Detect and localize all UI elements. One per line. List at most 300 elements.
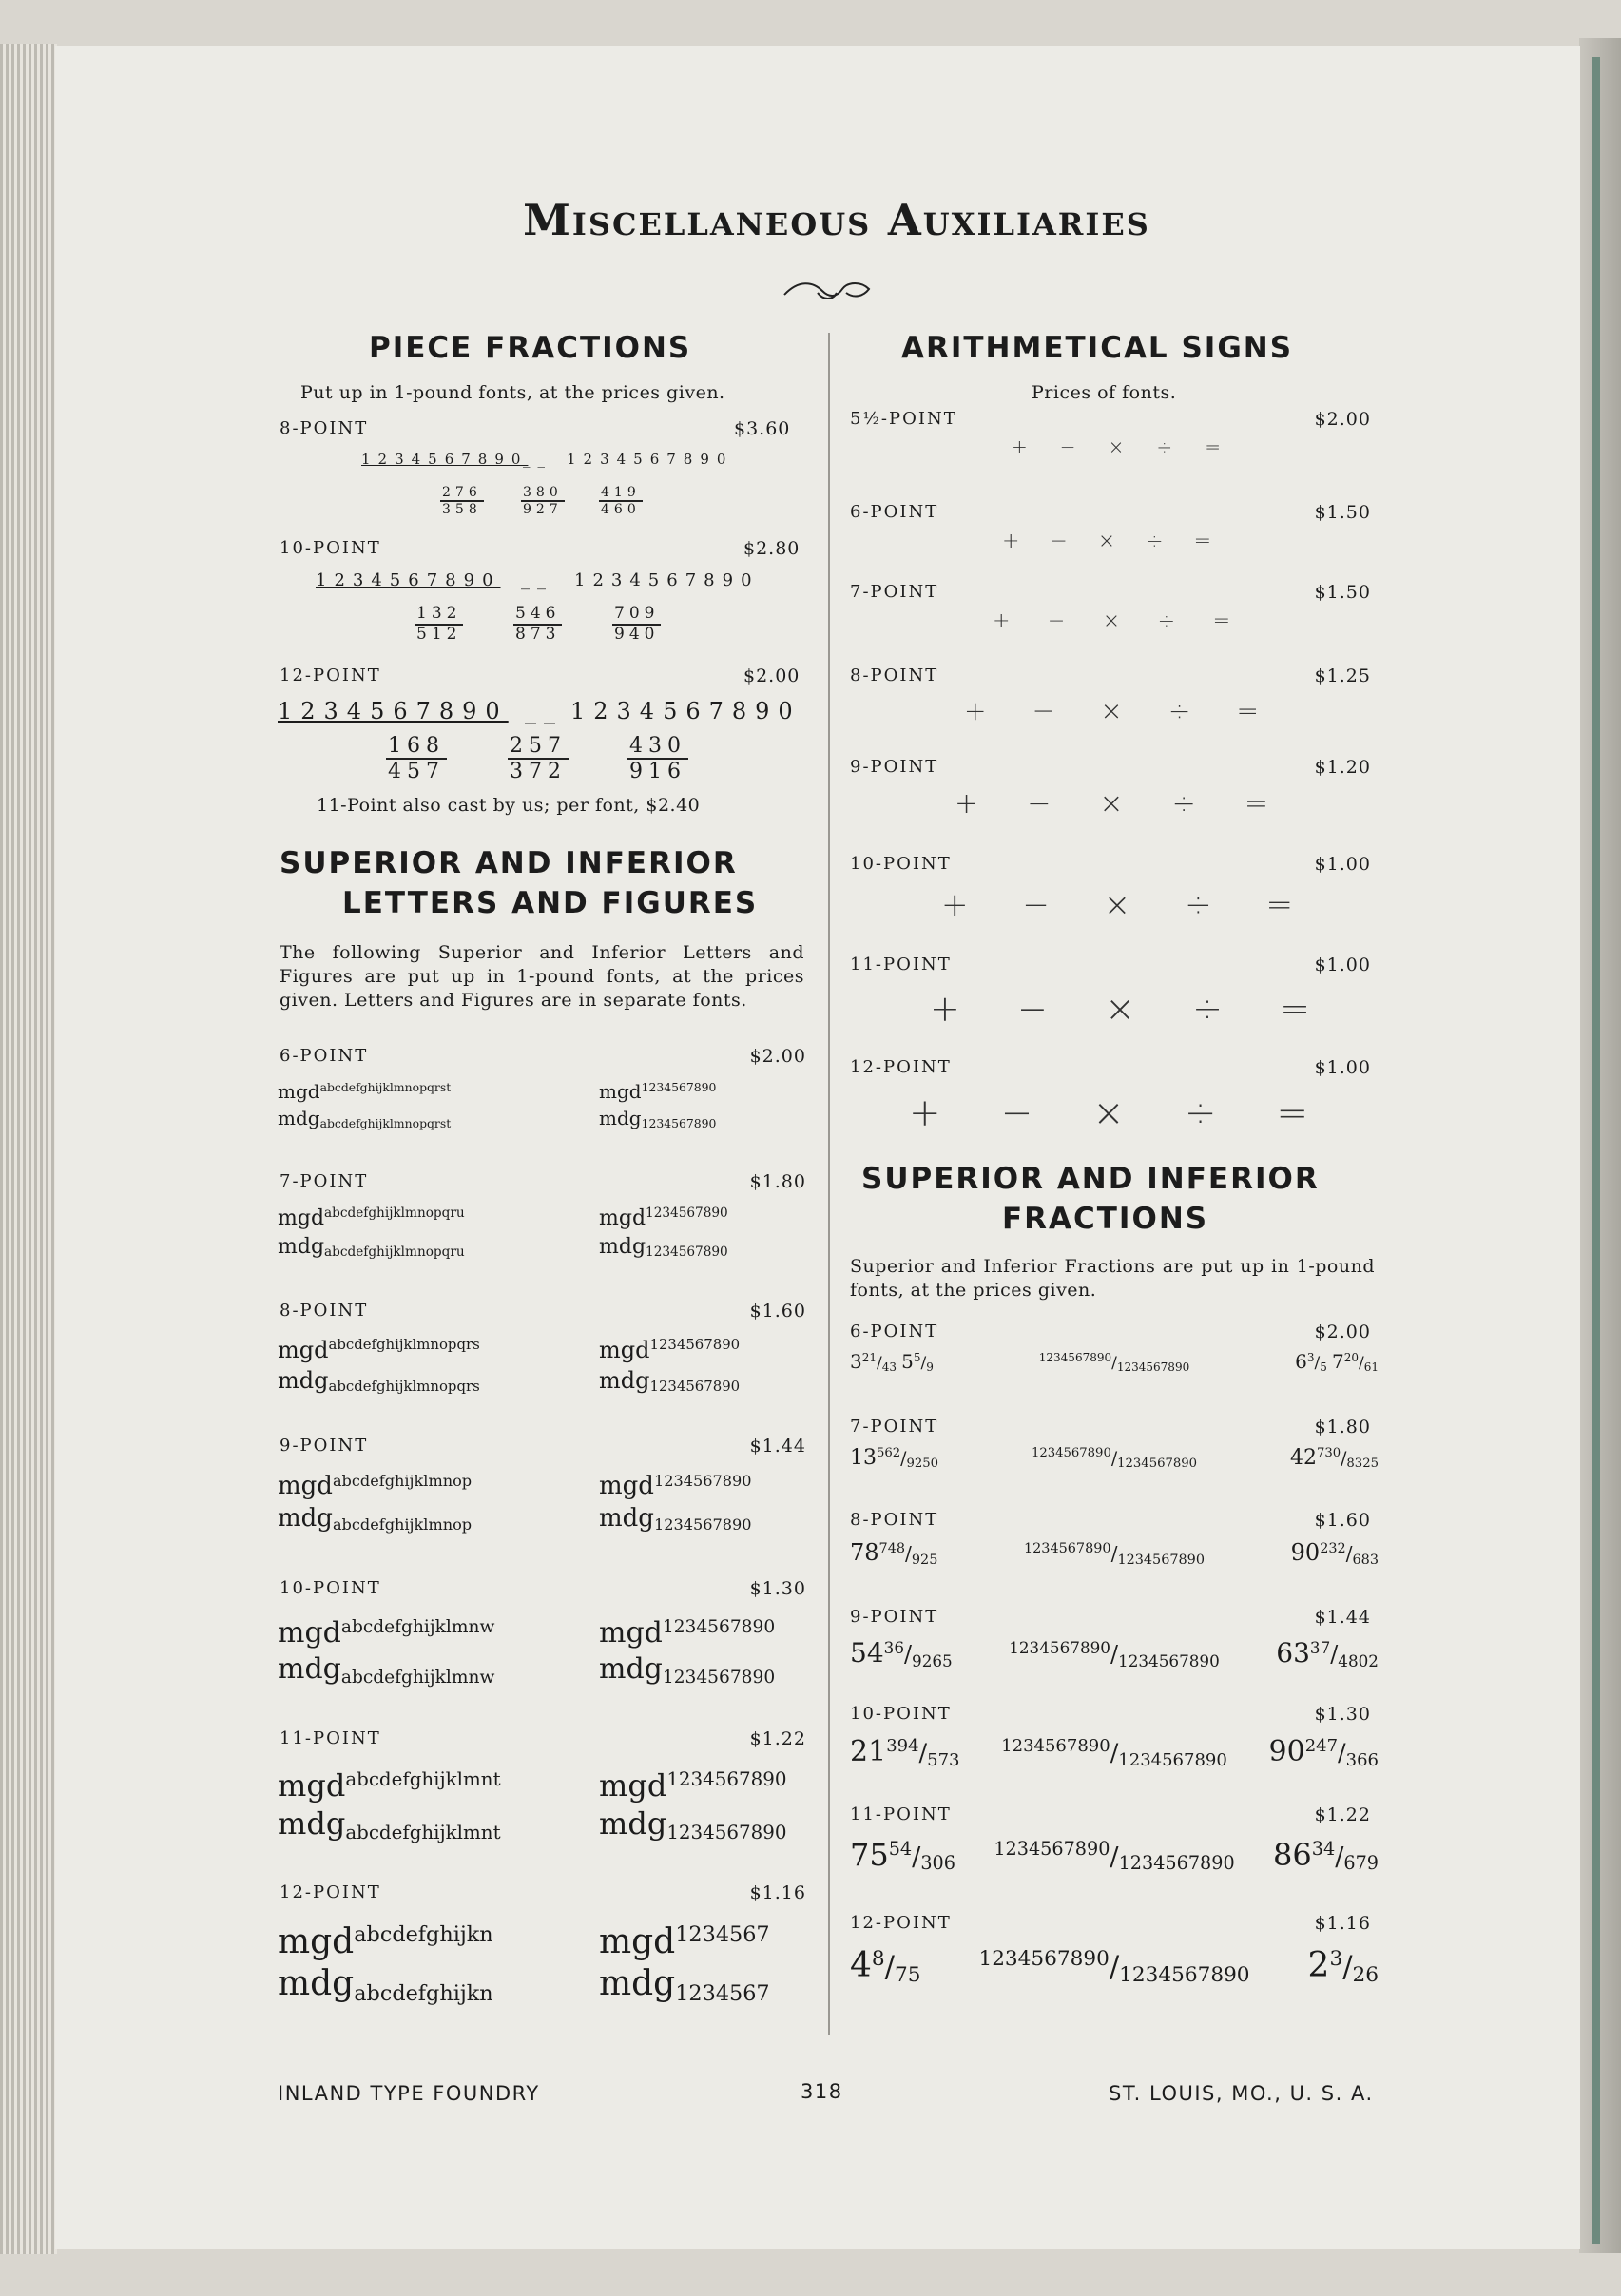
letters-sup-run: abcdefghijklmnopqru: [324, 1206, 465, 1222]
fraction-slash: /: [1358, 1354, 1364, 1373]
fractions-sample-row: [850, 1637, 1379, 1669]
letters-sample: [278, 1922, 493, 1961]
letters-base: mgd: [278, 1206, 325, 1230]
fraction-digits-sample: [1039, 1350, 1189, 1373]
sign-glyph: =: [1276, 1091, 1308, 1135]
ornament-icon: [780, 274, 875, 308]
fraction-sample: [1276, 1637, 1379, 1669]
page-number: 318: [801, 2080, 843, 2103]
letters-sample: [599, 1964, 770, 2006]
letters-base: mdg: [278, 1366, 329, 1394]
fraction-sub: 61: [1363, 1360, 1379, 1374]
fraction-digits-sample: [1024, 1539, 1205, 1566]
letters-sample: [599, 1080, 716, 1103]
fraction-digits-sample: [1032, 1446, 1197, 1470]
signs-size-price: $1.50: [1314, 582, 1371, 603]
signs-row: [955, 787, 1268, 820]
signs-size-label: [850, 409, 957, 429]
page-title: Miscellaneous Auxiliaries: [523, 195, 1150, 245]
pf-8-sup-line: 1234567890: [361, 451, 529, 468]
fraction-slash: /: [1110, 1448, 1118, 1469]
letters-sample: [599, 1472, 751, 1500]
fraction-sup: 247: [1304, 1736, 1339, 1757]
pf-12-label: 12-POINT: [280, 666, 381, 685]
letters-sample: [278, 1964, 493, 2006]
fraction-sup: 34: [1311, 1838, 1336, 1861]
fractions-size-label: 7-POINT: [850, 1417, 939, 1437]
fractions-size-label: 12-POINT: [850, 1913, 952, 1933]
letters-base: mdg: [599, 1804, 667, 1842]
superior-letters-intro: The following Superior and Inferior Letters and Figures are put up in 1-pound fonts, at the prices given. Letters and Figures are in separate fonts.: [280, 942, 804, 1011]
fraction-whole: 2: [1307, 1945, 1330, 1985]
superior-fractions-heading-1: SUPERIOR AND INFERIOR: [861, 1162, 1320, 1196]
signs-size-price: $1.00: [1314, 1057, 1371, 1078]
fraction-slash: /: [1110, 1739, 1119, 1767]
fraction-sup: 21: [861, 1351, 878, 1365]
sign-glyph: −: [1027, 787, 1052, 820]
pf-10-label: 10-POINT: [280, 538, 381, 558]
piece-fractions-intro: Put up in 1-pound fonts, at the prices given.: [300, 382, 725, 403]
signs-size-price: $1.00: [1314, 854, 1371, 875]
fraction-digits-sup: 1234567890: [1024, 1541, 1111, 1557]
sign-glyph: ×: [1100, 695, 1123, 727]
pf-10-dash: __: [521, 570, 553, 590]
sign-glyph: +: [955, 787, 979, 820]
signs-size-label: 11-POINT: [850, 955, 952, 974]
sign-glyph: +: [1002, 529, 1020, 553]
column-divider: [828, 333, 830, 2035]
letters-sup-run: abcdefghijklmnt: [345, 1767, 501, 1790]
letters-sup-run: abcdefghijklmnw: [340, 1616, 495, 1637]
sign-glyph: −: [1047, 608, 1066, 633]
letters-sample: [278, 1367, 480, 1394]
sign-glyph: ÷: [1168, 695, 1191, 727]
fraction-sub: 679: [1343, 1852, 1379, 1875]
letters-sup-run: 1234567890: [649, 1336, 741, 1354]
pf-12-frac: $\frac{168}{457}$: [388, 734, 445, 784]
signs-size-label: 7-POINT: [850, 582, 939, 602]
fraction-sup: 562: [877, 1446, 901, 1461]
letters-base: mdg: [278, 1804, 346, 1842]
fraction-digits-sub: 1234567890: [1117, 1552, 1205, 1568]
fraction-sample: [850, 1837, 955, 1873]
signs-row: [1002, 530, 1211, 553]
fraction-whole: 86: [1273, 1836, 1312, 1873]
sign-glyph: −: [1032, 695, 1055, 727]
fraction-slash: /: [1338, 1739, 1346, 1767]
letters-sample: [278, 1235, 465, 1259]
fraction-slash: /: [904, 1641, 913, 1669]
sign-glyph: ÷: [1192, 988, 1223, 1031]
fraction-slash: /: [920, 1354, 927, 1373]
sign-glyph: ×: [1097, 529, 1116, 553]
pf-12-inf-line: 1234567890: [570, 698, 801, 724]
fraction-sample: [1273, 1837, 1379, 1873]
fractions-size-price: $1.60: [1314, 1510, 1371, 1531]
fractions-sample-row: [850, 1735, 1379, 1768]
letters-base: mgd: [278, 1616, 341, 1650]
fractions-size-price: $1.16: [1314, 1913, 1371, 1934]
signs-row: [964, 695, 1259, 726]
signs-size-price: $2.00: [1314, 409, 1371, 430]
sign-glyph: +: [1012, 435, 1028, 458]
sign-glyph: ÷: [1146, 529, 1164, 553]
fraction-sample: [850, 1945, 921, 1988]
fractions-size-label: 6-POINT: [850, 1322, 939, 1341]
fraction-sup: 394: [886, 1736, 919, 1757]
pf-10-frac: $\frac{546}{873}$: [515, 604, 561, 644]
letters-sample: [599, 1107, 716, 1129]
fraction-digits-sub: 1234567890: [1117, 1456, 1198, 1471]
letters-base: mdg: [278, 1504, 333, 1534]
fraction-sample: [1290, 1446, 1379, 1470]
letters-size-label: 9-POINT: [280, 1436, 369, 1456]
footer-location: ST. LOUIS, MO., U. S. A.: [1109, 2082, 1374, 2105]
sign-glyph: ÷: [1184, 1091, 1217, 1135]
fractions-sample-row: [850, 1945, 1379, 1988]
letters-base: mgd: [599, 1206, 646, 1230]
letters-size-price: $1.16: [749, 1882, 806, 1903]
arith-signs-heading: ARITHMETICAL SIGNS: [901, 331, 1294, 365]
letters-sup-run: abcdefghijklmnop: [332, 1471, 473, 1490]
fraction-digits-sup: 1234567890: [1009, 1638, 1110, 1658]
sign-glyph: =: [1236, 695, 1259, 727]
fraction-sup: 730: [1316, 1446, 1341, 1461]
letters-size-label: 10-POINT: [280, 1578, 381, 1598]
pf-8-frac: $\frac{380}{927}$: [523, 485, 563, 518]
sign-glyph: ×: [1092, 1091, 1125, 1135]
fractions-sample-row: [850, 1837, 1379, 1873]
fraction-sub: 9250: [906, 1456, 939, 1471]
sign-glyph: =: [1265, 885, 1293, 924]
fraction-sample: [850, 1539, 937, 1566]
letters-size-price: $1.30: [749, 1578, 806, 1599]
book-right-edge: [1579, 38, 1621, 2253]
fraction-sup: 37: [1309, 1638, 1331, 1658]
letters-base: mdg: [599, 1366, 650, 1394]
sign-glyph: +: [909, 1091, 941, 1135]
letters-base: mdg: [599, 1652, 663, 1686]
sign-glyph: +: [941, 885, 969, 924]
letters-sample: [599, 1235, 728, 1259]
fractions-sample-row: [850, 1350, 1379, 1373]
letters-sample: [278, 1107, 451, 1129]
footer-foundry: INLAND TYPE FOUNDRY: [278, 2082, 540, 2105]
sign-glyph: ×: [1105, 988, 1135, 1031]
letters-sub-run: abcdefghijklmnopqrs: [328, 1378, 480, 1396]
letters-size-price: $1.22: [749, 1728, 806, 1749]
fraction-digits-sup: 1234567890: [1001, 1736, 1110, 1757]
letters-sample: [278, 1616, 494, 1650]
signs-size-price: $1.50: [1314, 502, 1371, 523]
fraction-sample: [1332, 1350, 1379, 1373]
letters-sub-run: 1234567: [675, 1980, 770, 2006]
superior-fractions-intro: Superior and Inferior Fractions are put up in 1-pound fonts, at the prices given.: [850, 1256, 1375, 1301]
fractions-size-price: $1.22: [1314, 1804, 1371, 1825]
fraction-sub: 5: [1320, 1360, 1327, 1374]
arith-signs-intro: Prices of fonts.: [1032, 382, 1177, 403]
fractions-left-group: [850, 1837, 955, 1873]
fraction-slash: /: [900, 1448, 907, 1469]
fractions-right-group: [1307, 1945, 1379, 1988]
fraction-slash: /: [884, 1950, 895, 1984]
fraction-sup: 8: [871, 1946, 885, 1971]
fractions-sample-row: [850, 1446, 1379, 1470]
fraction-sample: [850, 1735, 960, 1768]
letters-base: mdg: [599, 1234, 646, 1259]
letters-sample: [599, 1652, 775, 1686]
fraction-sub: 683: [1352, 1552, 1379, 1568]
pf-12-price: $2.00: [743, 666, 801, 686]
sign-glyph: ×: [1099, 787, 1124, 820]
letters-base: mgd: [599, 1080, 642, 1103]
letters-size-label: 11-POINT: [280, 1728, 381, 1748]
letters-base: mgd: [599, 1336, 650, 1363]
sign-glyph: +: [964, 695, 987, 727]
fraction-whole: 21: [850, 1735, 887, 1768]
pf-12-frac: $\frac{430}{916}$: [629, 734, 686, 784]
fraction-sub: 925: [911, 1552, 938, 1568]
fractions-size-price: $1.30: [1314, 1704, 1371, 1725]
pf-8-frac: $\frac{419}{460}$: [601, 485, 641, 518]
fraction-whole: 4: [850, 1945, 872, 1985]
letters-sub-run: 1234567890: [641, 1116, 717, 1131]
signs-size-label: 12-POINT: [850, 1057, 952, 1077]
pf-10-sup-line: 1234567890: [316, 570, 501, 590]
sign-glyph: =: [1205, 435, 1221, 458]
piece-fractions-heading: PIECE FRACTIONS: [369, 331, 692, 365]
signs-size-price: $1.25: [1314, 666, 1371, 686]
fractions-sample-row: [850, 1539, 1379, 1566]
signs-size-price: $1.20: [1314, 757, 1371, 778]
signs-size-price: $1.00: [1314, 955, 1371, 975]
fraction-sample: [1295, 1350, 1327, 1373]
letters-base: mgd: [278, 1336, 329, 1363]
letters-sup-run: 1234567890: [646, 1206, 728, 1222]
signs-size-label: 10-POINT: [850, 854, 952, 874]
letters-sample: [599, 1367, 740, 1394]
fraction-digits-sub: 1234567890: [1116, 1360, 1190, 1374]
fraction-digits-sample: [1001, 1735, 1227, 1768]
fraction-slash: /: [912, 1842, 921, 1872]
letters-sub-run: 1234567890: [666, 1821, 787, 1843]
signs-size-label-text: ½-POINT: [862, 409, 957, 429]
signs-size-label-number: 5: [850, 409, 863, 429]
letters-sample: [599, 1616, 775, 1650]
fraction-whole: 90: [1268, 1735, 1305, 1768]
pf-note: 11-Point also cast by us; per font, $2.40: [317, 795, 701, 816]
letters-sup-run: 1234567890: [662, 1616, 776, 1637]
letters-sub-run: abcdefghijklmnw: [340, 1667, 495, 1688]
pf-12-frac: $\frac{257}{372}$: [510, 734, 567, 784]
letters-size-price: $2.00: [749, 1046, 806, 1067]
fraction-whole: 7: [1331, 1350, 1344, 1373]
letters-base: mgd: [599, 1472, 654, 1501]
fractions-right-group: [1273, 1837, 1379, 1873]
pf-8-dash: __: [523, 451, 552, 468]
letters-sample: [278, 1472, 472, 1500]
letters-base: mgd: [599, 1766, 667, 1804]
letters-base: mgd: [278, 1472, 333, 1501]
letters-base: mdg: [599, 1504, 654, 1534]
fraction-digits-sample: [994, 1837, 1234, 1873]
letters-sup-run: abcdefghijklmnopqrst: [319, 1080, 452, 1095]
letters-base: mgd: [278, 1080, 320, 1103]
letters-sample: [599, 1805, 786, 1842]
signs-size-label: 9-POINT: [850, 757, 939, 777]
fraction-digits-sup: 1234567890: [1031, 1446, 1111, 1461]
fraction-sup: 3: [1306, 1351, 1315, 1365]
sign-glyph: +: [993, 608, 1011, 633]
fractions-right-group: [1276, 1637, 1379, 1669]
fractions-right-group: [1290, 1446, 1379, 1470]
sign-glyph: −: [1000, 1091, 1033, 1135]
fraction-whole: 75: [850, 1836, 889, 1873]
sign-glyph: −: [1017, 988, 1048, 1031]
signs-size-label: 8-POINT: [850, 666, 939, 685]
fraction-whole: 42: [1289, 1445, 1317, 1470]
letters-sup-run: 1234567890: [666, 1767, 787, 1790]
fractions-left-group: [850, 1446, 938, 1470]
letters-sample: [278, 1767, 501, 1804]
fraction-sample: [850, 1637, 953, 1669]
fractions-size-label: 8-POINT: [850, 1510, 939, 1530]
letters-base: mdg: [278, 1107, 320, 1129]
fraction-slash: /: [1330, 1641, 1339, 1669]
fraction-sub: 43: [881, 1360, 897, 1374]
fraction-sup: 3: [1329, 1946, 1343, 1971]
sign-glyph: −: [1059, 435, 1076, 458]
letters-sup-run: 1234567890: [641, 1080, 717, 1095]
pf-12-sup-line: 1234567890: [278, 698, 509, 724]
fraction-slash: /: [1341, 1448, 1347, 1469]
letters-sample: [278, 1080, 451, 1103]
sign-glyph: −: [1050, 529, 1068, 553]
pf-12-dash: __: [525, 698, 563, 724]
letters-size-label: 6-POINT: [280, 1046, 369, 1066]
sign-glyph: ÷: [1171, 787, 1196, 820]
fraction-digits-sub: 1234567890: [1118, 1852, 1235, 1875]
letters-base: mdg: [278, 1652, 341, 1686]
fraction-whole: 13: [850, 1445, 877, 1470]
letters-sample: [278, 1504, 472, 1533]
pf-8-label: 8-POINT: [280, 418, 369, 438]
fraction-whole: 5: [901, 1350, 914, 1373]
fraction-sub: 306: [920, 1852, 955, 1875]
sign-glyph: ÷: [1185, 885, 1212, 924]
letters-base: mdg: [278, 1964, 355, 2004]
letters-base: mdg: [599, 1107, 642, 1129]
letters-sub-run: 1234567890: [649, 1378, 741, 1396]
letters-sample: [278, 1206, 465, 1230]
fraction-sub: 9: [926, 1360, 934, 1374]
signs-size-label: 6-POINT: [850, 502, 939, 522]
letters-sup-run: abcdefghijkn: [354, 1922, 493, 1948]
letters-sample: [278, 1805, 501, 1842]
letters-sample: [599, 1206, 728, 1230]
sign-glyph: =: [1212, 608, 1230, 633]
fraction-slash: /: [1110, 1842, 1119, 1872]
fraction-sup: 54: [888, 1838, 913, 1861]
fraction-whole: 78: [850, 1539, 879, 1567]
fractions-left-group: [850, 1539, 937, 1566]
letters-base: mdg: [278, 1234, 325, 1259]
fraction-slash: /: [1110, 1641, 1119, 1669]
letters-base: mgd: [278, 1766, 346, 1804]
sign-glyph: =: [1193, 529, 1211, 553]
fraction-sup: 20: [1343, 1351, 1359, 1365]
letters-sample: [599, 1767, 786, 1804]
fraction-slash: /: [1342, 1950, 1353, 1984]
fraction-whole: 63: [1276, 1637, 1310, 1669]
letters-sub-run: abcdefghijkn: [354, 1980, 493, 2006]
fraction-sub: 8325: [1346, 1456, 1379, 1471]
letters-size-label: 12-POINT: [280, 1882, 381, 1902]
fraction-digits-sup: 1234567890: [1038, 1351, 1112, 1365]
letters-sub-run: 1234567890: [662, 1667, 776, 1688]
fraction-slash: /: [1345, 1542, 1353, 1566]
fractions-right-group: [1269, 1735, 1380, 1768]
sign-glyph: ×: [1102, 608, 1121, 633]
fractions-right-group: [1291, 1539, 1379, 1566]
letters-sample: [278, 1652, 494, 1686]
fraction-sub: 26: [1352, 1963, 1379, 1988]
fractions-left-group: [850, 1350, 934, 1373]
fractions-size-label: 11-POINT: [850, 1804, 952, 1824]
sign-glyph: ÷: [1157, 608, 1176, 633]
sign-glyph: ×: [1108, 435, 1125, 458]
letters-base: mgd: [599, 1922, 676, 1962]
sign-glyph: ×: [1103, 885, 1131, 924]
fractions-left-group: [850, 1735, 960, 1768]
pf-8-frac: $\frac{276}{358}$: [442, 485, 482, 518]
letters-sub-run: 1234567890: [646, 1244, 728, 1261]
letters-sample: [278, 1337, 480, 1363]
fraction-whole: 90: [1290, 1539, 1321, 1567]
letters-size-label: 8-POINT: [280, 1301, 369, 1321]
fraction-slash: /: [1111, 1354, 1117, 1373]
letters-sample: [599, 1337, 740, 1363]
fraction-sub: 75: [894, 1963, 921, 1988]
signs-row: [1012, 435, 1221, 458]
signs-row: [930, 988, 1310, 1030]
superior-letters-heading-2: LETTERS AND FIGURES: [342, 886, 759, 920]
letters-base: mgd: [278, 1922, 355, 1962]
pf-8-price: $3.60: [734, 418, 791, 439]
letters-sub-run: 1234567890: [653, 1515, 752, 1534]
fraction-sample: [850, 1446, 938, 1470]
fraction-sample: [1269, 1735, 1380, 1768]
fractions-left-group: [850, 1637, 953, 1669]
pf-10-inf-line: 1234567890: [574, 570, 760, 590]
letters-sample: [599, 1504, 751, 1533]
fractions-right-group: [1295, 1350, 1379, 1373]
letters-size-price: $1.44: [749, 1436, 806, 1457]
fraction-slash: /: [918, 1739, 928, 1767]
signs-row: [909, 1091, 1308, 1135]
fraction-sample: [901, 1350, 934, 1373]
letters-sub-run: abcdefghijklmnop: [332, 1515, 473, 1534]
fraction-sub: 573: [927, 1749, 960, 1770]
sign-glyph: +: [930, 988, 960, 1031]
fraction-slash: /: [877, 1354, 882, 1373]
pf-10-frac: $\frac{132}{512}$: [416, 604, 462, 644]
sign-glyph: =: [1244, 787, 1268, 820]
pf-10-price: $2.80: [743, 538, 801, 559]
fraction-whole: 3: [850, 1350, 862, 1373]
fractions-left-group: [850, 1945, 921, 1988]
book-cover-strip: [1592, 57, 1600, 2244]
